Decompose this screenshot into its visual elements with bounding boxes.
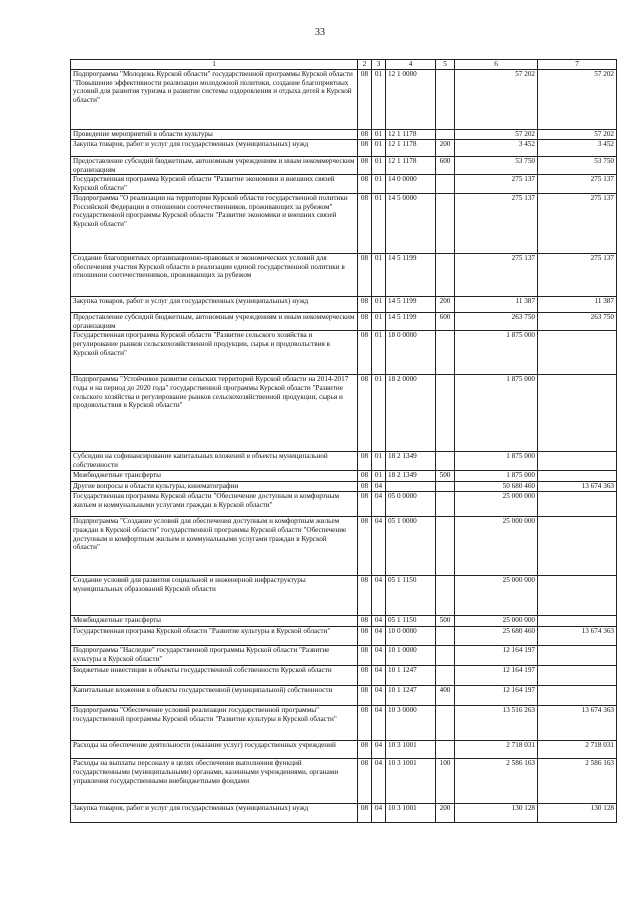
row-expense-type: 500 bbox=[436, 616, 455, 627]
row-amount-1: 263 750 bbox=[455, 313, 538, 331]
row-section: 08 bbox=[358, 616, 372, 627]
row-target-article: 14 5 0000 bbox=[386, 194, 436, 254]
row-section: 08 bbox=[358, 492, 372, 517]
row-target-article: 18 2 1349 bbox=[386, 452, 436, 471]
table-row bbox=[71, 741, 617, 759]
row-amount-1: 57 202 bbox=[455, 130, 538, 140]
row-amount-1: 11 387 bbox=[455, 297, 538, 313]
row-section: 08 bbox=[358, 627, 372, 646]
row-subsection: 04 bbox=[372, 517, 386, 576]
row-amount-1: 2 718 031 bbox=[455, 741, 538, 759]
row-subsection: 01 bbox=[372, 375, 386, 452]
row-name: Государственная програма Курской области "Развитие культуры в Курской области" bbox=[71, 627, 358, 646]
row-target-article: 18 2 1349 bbox=[386, 471, 436, 482]
row-amount-2 bbox=[538, 576, 617, 616]
row-target-article: 10 0 0000 bbox=[386, 627, 436, 646]
row-section: 08 bbox=[358, 759, 372, 804]
row-target-article: 05 1 1150 bbox=[386, 576, 436, 616]
table-row bbox=[71, 471, 617, 482]
row-section: 08 bbox=[358, 194, 372, 254]
row-name: Создание условий для развития социальной и инженерной инфраструктуры муниципальных образований Курской области bbox=[71, 576, 358, 616]
header-cell: 3 bbox=[372, 60, 386, 70]
row-section: 08 bbox=[358, 471, 372, 482]
row-expense-type bbox=[436, 741, 455, 759]
table-row bbox=[71, 666, 617, 686]
row-section: 08 bbox=[358, 482, 372, 492]
row-amount-2: 11 387 bbox=[538, 297, 617, 313]
row-subsection: 01 bbox=[372, 130, 386, 140]
table-row bbox=[71, 297, 617, 313]
row-amount-2: 13 674 363 bbox=[538, 627, 617, 646]
row-expense-type bbox=[436, 194, 455, 254]
budget-table bbox=[70, 59, 617, 823]
row-section: 08 bbox=[358, 452, 372, 471]
row-amount-2: 130 128 bbox=[538, 804, 617, 823]
row-amount-1: 12 164 197 bbox=[455, 666, 538, 686]
row-expense-type bbox=[436, 492, 455, 517]
header-cell: 2 bbox=[358, 60, 372, 70]
row-target-article: 05 0 0000 bbox=[386, 492, 436, 517]
row-amount-2: 57 202 bbox=[538, 130, 617, 140]
row-expense-type bbox=[436, 70, 455, 130]
row-section: 08 bbox=[358, 375, 372, 452]
row-subsection: 04 bbox=[372, 666, 386, 686]
row-subsection: 04 bbox=[372, 492, 386, 517]
row-name: Другие вопросы в области культуры, кинематографии bbox=[71, 482, 358, 492]
row-amount-2 bbox=[538, 646, 617, 666]
row-amount-2: 275 137 bbox=[538, 254, 617, 297]
row-section: 08 bbox=[358, 70, 372, 130]
table-row bbox=[71, 576, 617, 616]
row-amount-1: 57 202 bbox=[455, 70, 538, 130]
table-row bbox=[71, 331, 617, 375]
row-subsection: 04 bbox=[372, 616, 386, 627]
table-row bbox=[71, 375, 617, 452]
table-row bbox=[71, 313, 617, 331]
row-subsection: 01 bbox=[372, 471, 386, 482]
row-subsection: 01 bbox=[372, 313, 386, 331]
row-expense-type bbox=[436, 130, 455, 140]
row-target-article: 14 0 0000 bbox=[386, 175, 436, 194]
row-amount-2: 13 674 363 bbox=[538, 482, 617, 492]
row-amount-2 bbox=[538, 517, 617, 576]
row-expense-type: 200 bbox=[436, 297, 455, 313]
row-target-article: 10 3 1001 bbox=[386, 759, 436, 804]
row-expense-type bbox=[436, 482, 455, 492]
row-target-article: 10 1 1247 bbox=[386, 686, 436, 706]
header-cell: 4 bbox=[386, 60, 436, 70]
row-name: Межбюджетные трансферты bbox=[71, 471, 358, 482]
row-subsection: 01 bbox=[372, 297, 386, 313]
row-amount-1: 25 000 000 bbox=[455, 576, 538, 616]
table-row bbox=[71, 194, 617, 254]
table-row bbox=[71, 686, 617, 706]
row-expense-type bbox=[436, 646, 455, 666]
row-target-article: 10 1 0000 bbox=[386, 646, 436, 666]
table-row bbox=[71, 452, 617, 471]
row-name: Подпрограмма "О реализации на территории Курской области государственной политики Российской Федерации в отношении соотечественников, проживающих за рубежом" государственной программы Курской области "Развитие экономики и внешних связей Курской области" bbox=[71, 194, 358, 254]
row-section: 08 bbox=[358, 175, 372, 194]
row-amount-1: 1 875 000 bbox=[455, 471, 538, 482]
row-amount-1: 13 516 263 bbox=[455, 706, 538, 741]
row-amount-2 bbox=[538, 452, 617, 471]
row-name: Государственная программа Курской области "Обеспечение доступным и комфортным жильем и коммунальными услугами граждан в Курской области" bbox=[71, 492, 358, 517]
row-expense-type: 400 bbox=[436, 686, 455, 706]
row-name: Межбюджетные трансферты bbox=[71, 616, 358, 627]
row-target-article: 12 1 1178 bbox=[386, 157, 436, 175]
row-amount-1: 12 164 197 bbox=[455, 646, 538, 666]
row-subsection: 04 bbox=[372, 576, 386, 616]
row-name: Расходы на выплаты персоналу в целях обеспечения выполнения функций государственными (муниципальными) органами, казенными учреждениями, органами управления государственными внебюджетными фондами bbox=[71, 759, 358, 804]
row-amount-2: 275 137 bbox=[538, 175, 617, 194]
row-name: Закупка товаров, работ и услуг для государственных (муниципальных) нужд bbox=[71, 804, 358, 823]
row-target-article: 12 1 1178 bbox=[386, 140, 436, 157]
row-amount-1: 2 586 163 bbox=[455, 759, 538, 804]
row-expense-type bbox=[436, 254, 455, 297]
row-subsection: 04 bbox=[372, 706, 386, 741]
row-section: 08 bbox=[358, 804, 372, 823]
row-name: Подпрограмма "Обеспечение условий реализации государственной программы" государственной программы Курской области "Развитие культуры в Курской области" bbox=[71, 706, 358, 741]
row-amount-1: 130 128 bbox=[455, 804, 538, 823]
row-target-article: 18 2 0000 bbox=[386, 375, 436, 452]
row-expense-type: 100 bbox=[436, 759, 455, 804]
row-target-article: 14 5 1199 bbox=[386, 254, 436, 297]
table-row bbox=[71, 130, 617, 140]
row-expense-type bbox=[436, 666, 455, 686]
row-subsection: 01 bbox=[372, 140, 386, 157]
row-name: Субсидии на софинансирование капитальных вложений в объекты муниципальной собственности bbox=[71, 452, 358, 471]
row-amount-2: 263 750 bbox=[538, 313, 617, 331]
row-amount-2 bbox=[538, 666, 617, 686]
row-target-article: 10 3 1001 bbox=[386, 741, 436, 759]
row-section: 08 bbox=[358, 741, 372, 759]
header-cell: 6 bbox=[455, 60, 538, 70]
row-target-article: 12 1 0000 bbox=[386, 70, 436, 130]
row-subsection: 04 bbox=[372, 686, 386, 706]
row-amount-2 bbox=[538, 331, 617, 375]
page-number: 33 bbox=[315, 27, 325, 38]
row-name: Закупка товаров, работ и услуг для государственных (муниципальных) нужд bbox=[71, 140, 358, 157]
row-subsection: 01 bbox=[372, 331, 386, 375]
row-amount-2 bbox=[538, 686, 617, 706]
table-row bbox=[71, 759, 617, 804]
row-name: Государственная программа Курской области "Развитие сельского хозяйства и регулирование рынков сельскохозяйственной продукции, сырья и продовольствия в Курской области" bbox=[71, 331, 358, 375]
row-amount-2: 3 452 bbox=[538, 140, 617, 157]
header-cell: 7 bbox=[538, 60, 617, 70]
row-target-article: 05 1 0000 bbox=[386, 517, 436, 576]
table-row bbox=[71, 254, 617, 297]
row-section: 08 bbox=[358, 666, 372, 686]
row-subsection: 01 bbox=[372, 70, 386, 130]
row-subsection: 04 bbox=[372, 741, 386, 759]
row-expense-type bbox=[436, 175, 455, 194]
table-row bbox=[71, 627, 617, 646]
row-expense-type bbox=[436, 375, 455, 452]
row-section: 08 bbox=[358, 517, 372, 576]
row-section: 08 bbox=[358, 313, 372, 331]
row-subsection: 04 bbox=[372, 627, 386, 646]
row-name: Расходы на обеспечение деятельности (оказание услуг) государственных учреждений bbox=[71, 741, 358, 759]
row-name: Создание благоприятных организационно-правовых и экономических условий для обеспечения участия Курской области в реализации единой государственной политики в отношении соотечественников, проживающих за рубежом bbox=[71, 254, 358, 297]
row-subsection: 01 bbox=[372, 254, 386, 297]
row-amount-1: 1 875 000 bbox=[455, 452, 538, 471]
table-row bbox=[71, 492, 617, 517]
row-amount-2: 2 586 163 bbox=[538, 759, 617, 804]
row-amount-1: 53 750 bbox=[455, 157, 538, 175]
row-expense-type bbox=[436, 452, 455, 471]
table-row bbox=[71, 140, 617, 157]
row-target-article: 10 3 0000 bbox=[386, 706, 436, 741]
row-amount-2: 57 202 bbox=[538, 70, 617, 130]
row-subsection: 01 bbox=[372, 157, 386, 175]
row-subsection: 04 bbox=[372, 759, 386, 804]
row-amount-2: 275 137 bbox=[538, 194, 617, 254]
table-row bbox=[71, 804, 617, 823]
row-name: Закупка товаров, работ и услуг для государственных (муниципальных) нужд bbox=[71, 297, 358, 313]
row-section: 08 bbox=[358, 706, 372, 741]
row-name: Предоставление субсидий бюджетным, автономным учреждениям и иным некоммерческим организациям bbox=[71, 157, 358, 175]
row-subsection: 04 bbox=[372, 804, 386, 823]
row-target-article: 18 0 0000 bbox=[386, 331, 436, 375]
row-target-article: 05 1 1150 bbox=[386, 616, 436, 627]
row-expense-type bbox=[436, 517, 455, 576]
row-amount-1: 50 680 460 bbox=[455, 482, 538, 492]
row-amount-2 bbox=[538, 375, 617, 452]
table-row bbox=[71, 157, 617, 175]
header-cell: 5 bbox=[436, 60, 455, 70]
row-name: Подпрограмма "Создание условий для обеспечения доступным и комфортным жильем граждан в Курской области" государственной программы Курской области "Обеспечение доступным и комфортным жильем и коммунальными услугами граждан в Курской области" bbox=[71, 517, 358, 576]
row-section: 08 bbox=[358, 254, 372, 297]
row-target-article: 14 5 1199 bbox=[386, 313, 436, 331]
row-amount-1: 1 875 000 bbox=[455, 331, 538, 375]
row-amount-1: 3 452 bbox=[455, 140, 538, 157]
table-row bbox=[71, 517, 617, 576]
row-amount-2 bbox=[538, 471, 617, 482]
row-amount-2: 2 718 031 bbox=[538, 741, 617, 759]
row-target-article bbox=[386, 482, 436, 492]
row-subsection: 01 bbox=[372, 175, 386, 194]
header-row bbox=[71, 60, 617, 70]
row-name: Предоставление субсидий бюджетным, автономным учреждениям и иным некоммерческим организациям bbox=[71, 313, 358, 331]
row-name: Государственная программа Курской области "Развитие экономики и внешних связей Курской области" bbox=[71, 175, 358, 194]
header-cell: 1 bbox=[71, 60, 358, 70]
row-amount-2 bbox=[538, 616, 617, 627]
row-amount-1: 25 000 000 bbox=[455, 492, 538, 517]
row-name: Подпрограмма "Наследие" государственной программы Курской области "Развитие культуры в Курской области" bbox=[71, 646, 358, 666]
row-amount-2: 53 750 bbox=[538, 157, 617, 175]
table-row bbox=[71, 616, 617, 627]
row-name: Бюджетные инвестиции в объекты государственной собственности Курской области bbox=[71, 666, 358, 686]
row-expense-type: 600 bbox=[436, 157, 455, 175]
row-subsection: 04 bbox=[372, 482, 386, 492]
row-subsection: 01 bbox=[372, 452, 386, 471]
table-row bbox=[71, 482, 617, 492]
row-section: 08 bbox=[358, 130, 372, 140]
row-amount-2 bbox=[538, 492, 617, 517]
row-name: Подпрограмма "Устойчивое развитие сельских территорий Курской области на 2014-2017 годы и на период до 2020 года" государственной программы Курской области "Развитие сельского хозяйства и регулирование рынков сельскохозяйственной продукции, сырья и продовольствия в Курской области" bbox=[71, 375, 358, 452]
row-name: Проведение мероприятий в области культуры bbox=[71, 130, 358, 140]
row-expense-type: 500 bbox=[436, 471, 455, 482]
table-row bbox=[71, 175, 617, 194]
row-section: 08 bbox=[358, 297, 372, 313]
table-row bbox=[71, 70, 617, 130]
table-row bbox=[71, 646, 617, 666]
row-section: 08 bbox=[358, 576, 372, 616]
row-target-article: 10 1 1247 bbox=[386, 666, 436, 686]
row-target-article: 12 1 1178 bbox=[386, 130, 436, 140]
row-expense-type bbox=[436, 331, 455, 375]
row-amount-1: 12 164 197 bbox=[455, 686, 538, 706]
row-subsection: 04 bbox=[372, 646, 386, 666]
row-expense-type bbox=[436, 627, 455, 646]
row-section: 08 bbox=[358, 646, 372, 666]
row-section: 08 bbox=[358, 157, 372, 175]
row-expense-type: 200 bbox=[436, 140, 455, 157]
row-amount-1: 25 000 000 bbox=[455, 616, 538, 627]
table-row bbox=[71, 706, 617, 741]
row-amount-1: 25 000 000 bbox=[455, 517, 538, 576]
row-target-article: 10 3 1001 bbox=[386, 804, 436, 823]
row-expense-type: 200 bbox=[436, 804, 455, 823]
row-name: Капитальные вложения в объекты государственной (муниципальной) собственности bbox=[71, 686, 358, 706]
row-name: Подпрограмма "Молодежь Курской области" государственной программы Курской области "Повышение эффективности реализации молодежной политики, создание благоприятных условий для развития туризма и развитие системы оздоровления и отдыха детей в Курской области" bbox=[71, 70, 358, 130]
row-section: 08 bbox=[358, 686, 372, 706]
row-expense-type: 600 bbox=[436, 313, 455, 331]
row-expense-type bbox=[436, 576, 455, 616]
row-amount-1: 275 137 bbox=[455, 194, 538, 254]
row-amount-1: 1 875 000 bbox=[455, 375, 538, 452]
row-target-article: 14 5 1199 bbox=[386, 297, 436, 313]
row-section: 08 bbox=[358, 331, 372, 375]
row-amount-1: 275 137 bbox=[455, 254, 538, 297]
row-expense-type bbox=[436, 706, 455, 741]
row-amount-1: 25 680 460 bbox=[455, 627, 538, 646]
row-amount-2: 13 674 363 bbox=[538, 706, 617, 741]
row-amount-1: 275 137 bbox=[455, 175, 538, 194]
row-subsection: 01 bbox=[372, 194, 386, 254]
row-section: 08 bbox=[358, 140, 372, 157]
